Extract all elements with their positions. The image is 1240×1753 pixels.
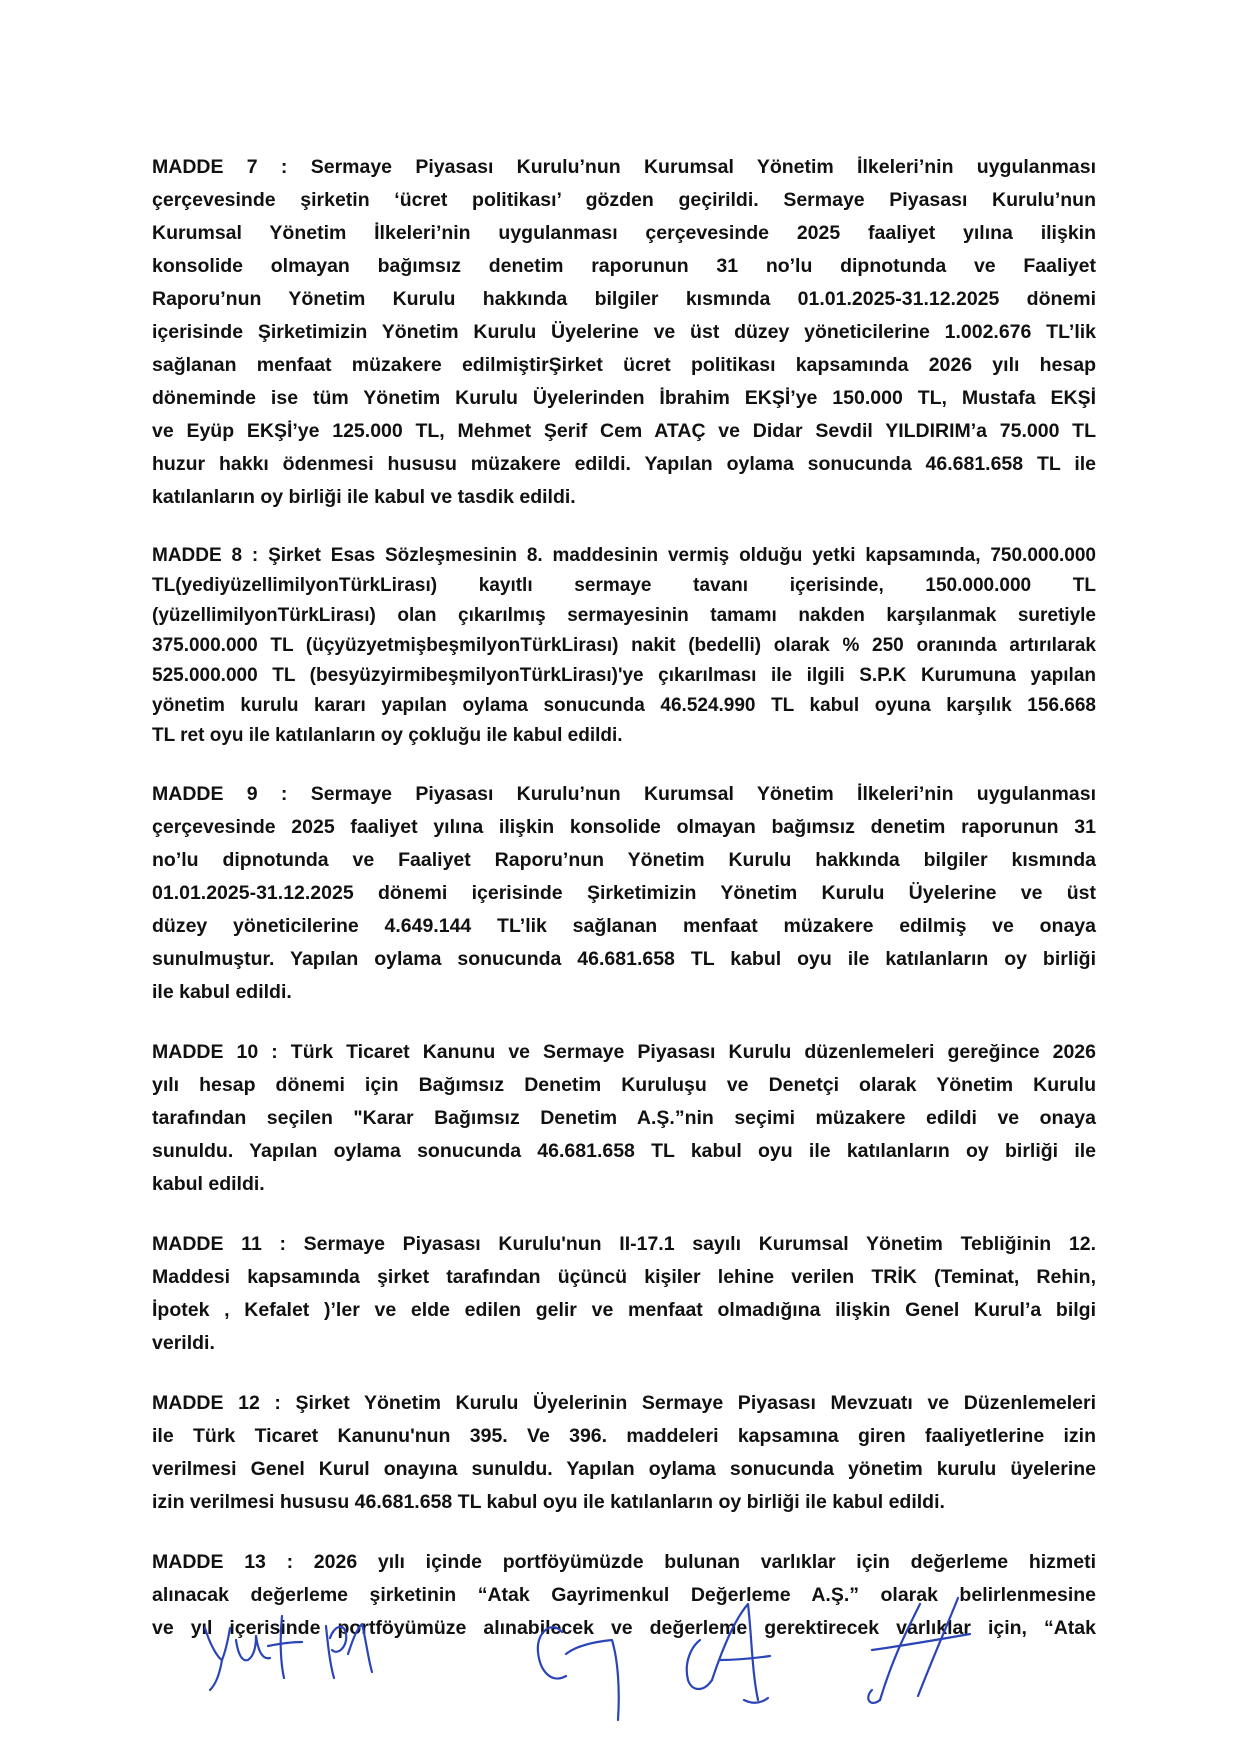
text-line: 375.000.000 TL (üçyüzyetmişbeşmilyonTürkLirası) nakit (bedelli) olarak % 250 oranında artırılarak [152, 635, 1096, 656]
text-line: ve Eyüp EKŞİ’ye 125.000 TL, Mehmet Şerif Cem ATAÇ ve Didar Sevdil YILDIRIM’a 75.000 TL [152, 420, 1096, 442]
text-line: Kurumsal Yönetim İlkeleri’nin uygulanması çerçevesinde 2025 faaliyet yılına ilişkin [152, 222, 1096, 244]
madde-12 [152, 1387, 1096, 1519]
text-line: sunuldu. Yapılan oylama sonucunda 46.681.658 TL kabul oyu ile katılanların oy birliği ile [152, 1140, 1096, 1162]
text-line: 525.000.000 TL (besyüzyirmibeşmilyonTürkLirası)'ye çıkarılması ile ilgili S.P.K Kurumuna yapılan [152, 665, 1096, 686]
text-line: MADDE 13 : 2026 yılı içinde portföyümüzde bulunan varlıklar için değerleme hizmeti [152, 1551, 1096, 1573]
text-line: yılı hesap dönemi için Bağımsız Denetim Kuruluşu ve Denetçi olarak Yönetim Kurulu [152, 1074, 1096, 1096]
text-line: katılanların oy birliği ile kabul ve tasdik edildi. [152, 486, 576, 508]
text-line: İpotek , Kefalet )’ler ve elde edilen gelir ve menfaat olmadığına ilişkin Genel Kurul’a bilgi [152, 1299, 1096, 1321]
text-line: MADDE 8 : Şirket Esas Sözleşmesinin 8. maddesinin vermiş olduğu yetki kapsamında, 750.000.000 [152, 545, 1096, 566]
text-line: Raporu’nun Yönetim Kurulu hakkında bilgiler kısmında 01.01.2025-31.12.2025 dönemi [152, 288, 1096, 310]
text-line: ve yıl içerisinde portföyümüze alınabilecek ve değerleme gerektirecek varlıklar için, “Atak [152, 1617, 1096, 1639]
text-line: çerçevesinde şirketin ‘ücret politikası’ gözden geçirildi. Sermaye Piyasası Kurulu’nun [152, 189, 1096, 211]
text-line: konsolide olmayan bağımsız denetim raporunun 31 no’lu dipnotunda ve Faaliyet [152, 255, 1096, 277]
madde-13 [152, 1546, 1096, 1645]
text-line: MADDE 10 : Türk Ticaret Kanunu ve Sermaye Piyasası Kurulu düzenlemeleri gereğince 2026 [152, 1041, 1096, 1063]
madde-10 [152, 1036, 1096, 1201]
madde-7 [152, 151, 1096, 514]
text-line: 01.01.2025-31.12.2025 dönemi içerisinde Şirketimizin Yönetim Kurulu Üyelerine ve üst [152, 882, 1096, 904]
text-line: izin verilmesi hususu 46.681.658 TL kabul oyu ile katılanların oy birliği ile kabul edildi. [152, 1491, 945, 1513]
document-body [152, 151, 1096, 1672]
text-line: MADDE 7 : Sermaye Piyasası Kurulu’nun Kurumsal Yönetim İlkeleri’nin uygulanması [152, 156, 1096, 178]
madde-11 [152, 1228, 1096, 1360]
text-line: kabul edildi. [152, 1173, 265, 1195]
text-line: MADDE 11 : Sermaye Piyasası Kurulu'nun II-17.1 sayılı Kurumsal Yönetim Tebliğinin 12. [152, 1233, 1096, 1255]
text-line: Maddesi kapsamında şirket tarafından üçüncü kişiler lehine verilen TRİK (Teminat, Rehin, [152, 1266, 1096, 1288]
text-line: huzur hakkı ödenmesi hususu müzakere edildi. Yapılan oylama sonucunda 46.681.658 TL ile [152, 453, 1096, 475]
text-line: döneminde ise tüm Yönetim Kurulu Üyelerinden İbrahim EKŞİ’ye 150.000 TL, Mustafa EKŞİ [152, 387, 1096, 409]
text-line: ile Türk Ticaret Kanunu'nun 395. Ve 396. maddeleri kapsamına giren faaliyetlerine izin [152, 1425, 1096, 1447]
text-line: sağlanan menfaat müzakere edilmiştirŞirket ücret politikası kapsamında 2026 yılı hesap [152, 354, 1096, 376]
text-line: alınacak değerleme şirketinin “Atak Gayrimenkul Değerleme A.Ş.” olarak belirlenmesine [152, 1584, 1096, 1606]
text-line: sunulmuştur. Yapılan oylama sonucunda 46.681.658 TL kabul oyu ile katılanların oy birliği [152, 948, 1096, 970]
text-line: verilmesi Genel Kurul onayına sunuldu. Yapılan oylama sonucunda yönetim kurulu üyelerine [152, 1458, 1096, 1480]
text-line: TL ret oyu ile katılanların oy çokluğu ile kabul edildi. [152, 725, 623, 746]
text-line: (yüzellimilyonTürkLirası) olan çıkarılmış sermayesinin tamamı nakden karşılanmak suretiyle [152, 605, 1096, 626]
text-line: düzey yöneticilerine 4.649.144 TL’lik sağlanan menfaat müzakere edilmiş ve onaya [152, 915, 1096, 937]
text-line: MADDE 9 : Sermaye Piyasası Kurulu’nun Kurumsal Yönetim İlkeleri’nin uygulanması [152, 783, 1096, 805]
text-line: verildi. [152, 1332, 215, 1354]
madde-8 [152, 541, 1096, 751]
text-line: TL(yediyüzellimilyonTürkLirası) kayıtlı sermaye tavanı içerisinde, 150.000.000 TL [152, 575, 1096, 596]
text-line: ile kabul edildi. [152, 981, 292, 1003]
text-line: no’lu dipnotunda ve Faaliyet Raporu’nun Yönetim Kurulu hakkında bilgiler kısmında [152, 849, 1096, 871]
text-line: yönetim kurulu kararı yapılan oylama sonucunda 46.524.990 TL kabul oyuna karşılık 156.668 [152, 695, 1096, 716]
madde-9 [152, 778, 1096, 1009]
text-line: çerçevesinde 2025 faaliyet yılına ilişkin konsolide olmayan bağımsız denetim raporunun 31 [152, 816, 1096, 838]
text-line: içerisinde Şirketimizin Yönetim Kurulu Üyelerine ve üst düzey yöneticilerine 1.002.676 TL’lik [152, 321, 1096, 343]
text-line: tarafından seçilen "Karar Bağımsız Denetim A.Ş.”nin seçimi müzakere edildi ve onaya [152, 1107, 1096, 1129]
text-line: MADDE 12 : Şirket Yönetim Kurulu Üyelerinin Sermaye Piyasası Mevzuatı ve Düzenlemeleri [152, 1392, 1096, 1414]
